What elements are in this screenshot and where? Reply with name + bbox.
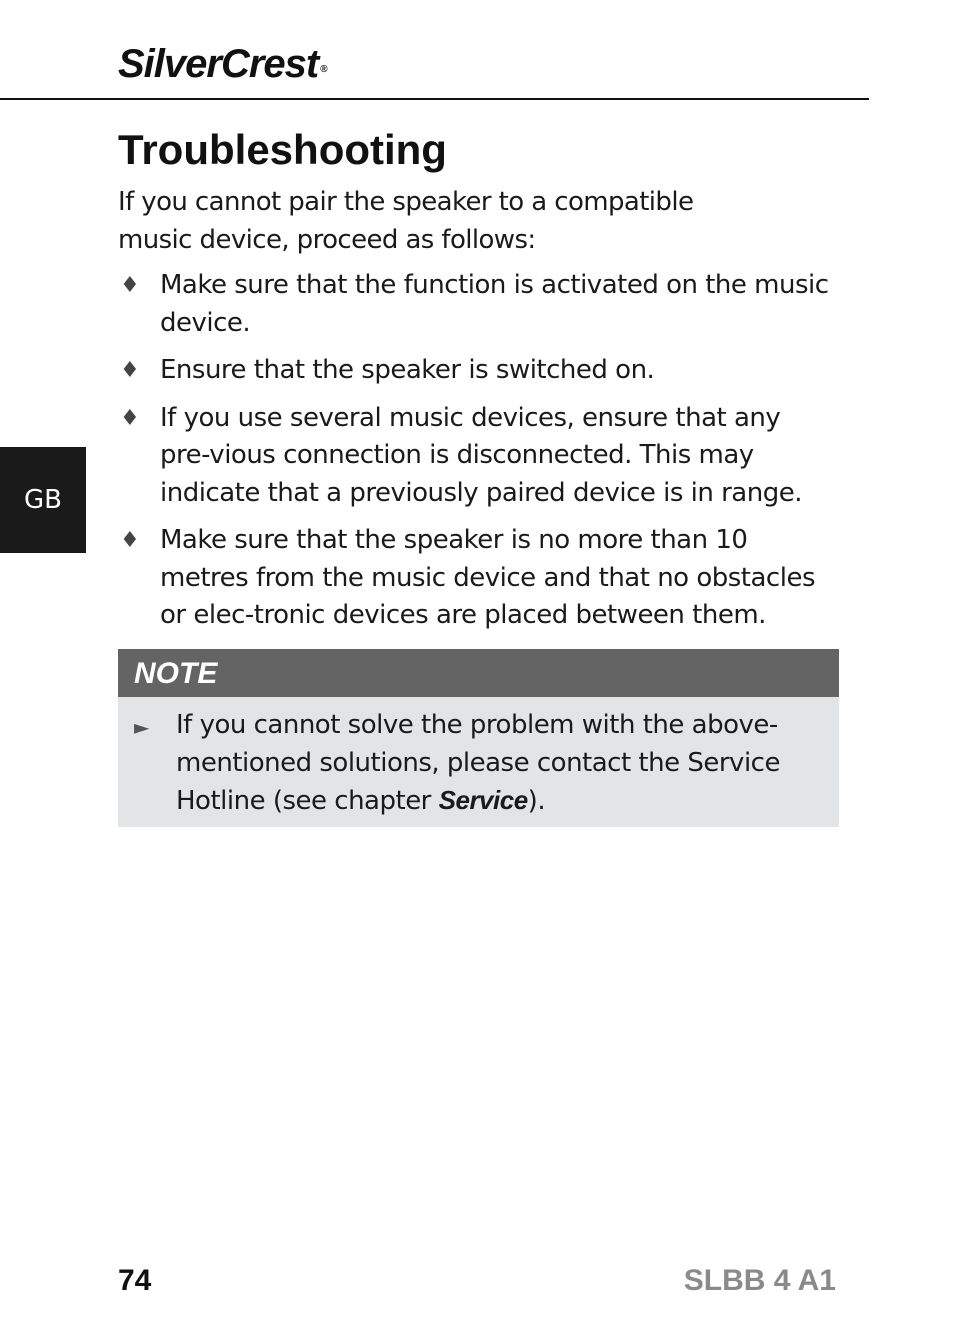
note-text-end: ). [527,786,546,816]
list-item-text: If you use several music devices, ensure that any pre-vious connection is disconnected. This may indicate that a previously paired device is in range. [160,402,802,508]
diamond-bullet-icon: ♦ [120,273,140,298]
diamond-bullet-icon: ♦ [120,358,140,383]
note-box [118,649,839,827]
list-item-text: Make sure that the speaker is no more than 10 metres from the music device and that no obstacles or elec-tronic devices are placed between them. [160,525,815,630]
list-item [118,267,838,342]
language-tab-label: GB [24,485,62,515]
registered-mark: ® [320,64,327,75]
diamond-bullet-icon: ♦ [120,528,140,553]
list-item-text: Make sure that the function is activated on the music device. [160,270,829,338]
brand-logo [118,40,327,88]
note-emphasis: Service [438,785,528,815]
list-item [118,400,838,513]
intro-paragraph [118,183,838,259]
note-text: If you cannot solve the problem with the above-mentioned solutions, please contact the Service Hotline (see chapter [176,710,780,816]
troubleshooting-list [118,267,838,645]
language-tab [0,447,86,553]
diamond-bullet-icon: ♦ [120,405,140,431]
arrow-right-icon: ► [134,715,149,739]
list-item [118,522,838,635]
note-item [118,697,839,821]
logo-text: SilverCrest [118,42,319,86]
note-heading: NOTE [118,649,839,697]
list-item [118,352,838,390]
page-number: 74 [118,1264,152,1297]
intro-line-1: If you cannot pair the speaker to a compatible [118,187,694,217]
intro-line-2: music device, proceed as follows: [118,225,536,255]
page-title: Troubleshooting [118,126,447,173]
model-number: SLBB 4 A1 [683,1264,836,1297]
list-item-text: Ensure that the speaker is switched on. [160,355,655,385]
header-divider [0,98,869,100]
